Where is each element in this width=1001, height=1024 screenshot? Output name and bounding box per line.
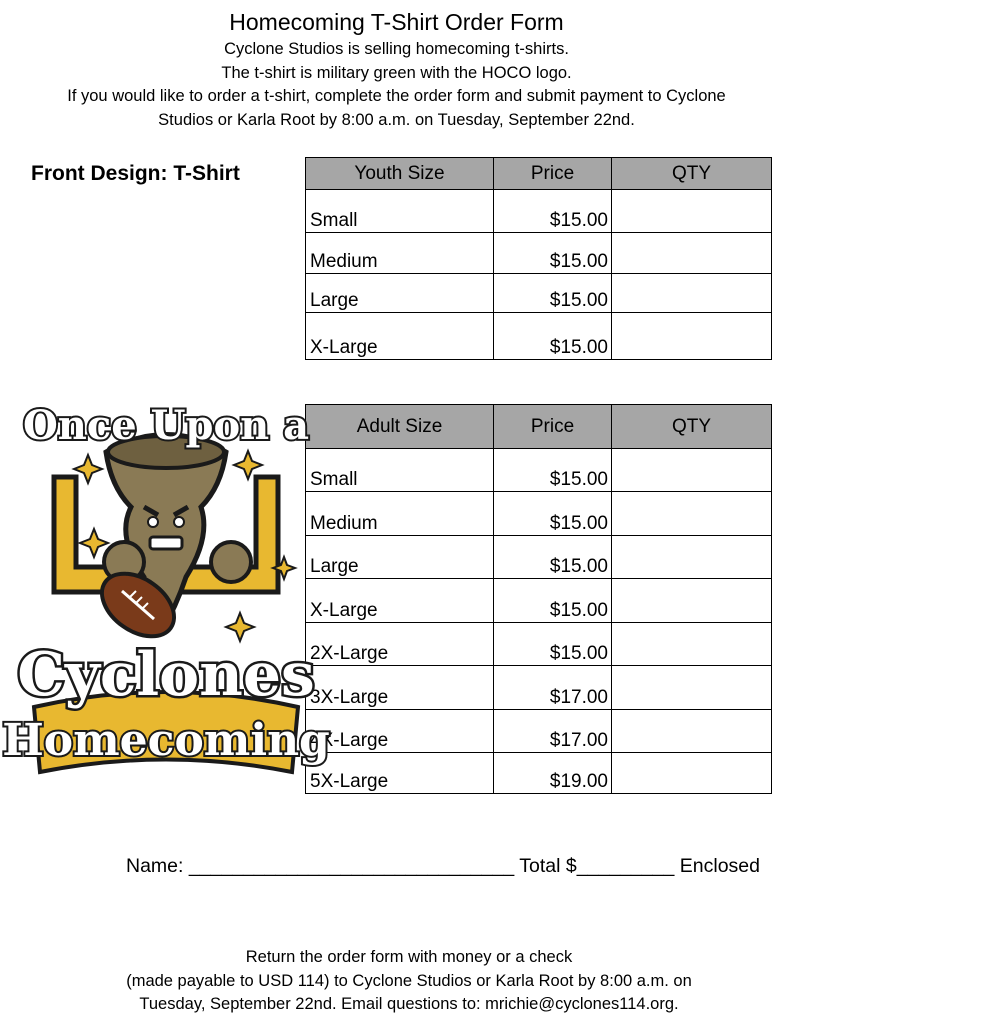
size-cell: 2X-Large	[306, 623, 494, 666]
table-row	[306, 623, 772, 666]
price-cell: $15.00	[494, 536, 612, 579]
table-row	[306, 536, 772, 579]
table-row	[306, 313, 772, 360]
qty-cell[interactable]	[612, 233, 772, 274]
size-cell: Medium	[306, 233, 494, 274]
enclosed-label: Enclosed	[679, 855, 760, 877]
adult-qty-header: QTY	[612, 405, 772, 449]
qty-cell[interactable]	[612, 623, 772, 666]
table-row	[306, 233, 772, 274]
adult-price-header: Price	[494, 405, 612, 449]
adult-size-table	[305, 404, 772, 794]
table-row	[306, 666, 772, 710]
size-cell: 3X-Large	[306, 666, 494, 710]
size-cell: Small	[306, 190, 494, 233]
total-label: Total $	[519, 855, 577, 877]
footer-line: (made payable to USD 114) to Cyclone Studios or Karla Root by 8:00 a.m. on	[126, 971, 692, 990]
price-cell: $15.00	[494, 274, 612, 313]
signature-line	[126, 855, 760, 878]
name-field[interactable]: ______________________________	[188, 855, 515, 877]
price-cell: $15.00	[494, 623, 612, 666]
name-label: Name:	[126, 855, 184, 877]
total-field[interactable]: _________	[576, 855, 675, 877]
price-cell: $19.00	[494, 753, 612, 794]
qty-cell[interactable]	[612, 536, 772, 579]
qty-cell[interactable]	[612, 666, 772, 710]
table-row	[306, 449, 772, 492]
youth-size-table	[305, 157, 772, 360]
front-design-label: Front Design: T-Shirt	[31, 162, 240, 185]
logo-line1: Once Upon a	[22, 402, 310, 449]
price-cell: $15.00	[494, 313, 612, 360]
price-cell: $17.00	[494, 666, 612, 710]
qty-cell[interactable]	[612, 190, 772, 233]
table-row	[306, 190, 772, 233]
footer-instructions	[0, 946, 818, 1017]
footer-line: Return the order form with money or a check	[245, 948, 573, 966]
logo-line2: Cyclones	[17, 640, 315, 710]
qty-cell[interactable]	[612, 579, 772, 623]
hoco-logo	[2, 377, 330, 792]
price-cell: $17.00	[494, 710, 612, 753]
table-row	[306, 579, 772, 623]
youth-price-header: Price	[494, 158, 612, 190]
logo-line3: Homecoming	[2, 715, 330, 766]
price-cell: $15.00	[494, 449, 612, 492]
adult-size-header: Adult Size	[306, 405, 494, 449]
footer-line: Tuesday, September 22nd. Email questions to: mrichie@cyclones114.org.	[139, 995, 679, 1013]
youth-size-header: Youth Size	[306, 158, 494, 190]
price-cell: $15.00	[494, 233, 612, 274]
size-cell: Large	[306, 274, 494, 313]
price-cell: $15.00	[494, 579, 612, 623]
size-cell: X-Large	[306, 579, 494, 623]
intro-line: Cyclone Studios is selling homecoming t-shirts.	[224, 40, 569, 58]
intro-line: If you would like to order a t-shirt, complete the order form and submit payment to Cyclone	[67, 87, 726, 105]
qty-cell[interactable]	[612, 313, 772, 360]
price-cell: $15.00	[494, 190, 612, 233]
price-cell: $15.00	[494, 492, 612, 536]
qty-cell[interactable]	[612, 753, 772, 794]
size-cell: Large	[306, 536, 494, 579]
qty-cell[interactable]	[612, 274, 772, 313]
size-cell: 5X-Large	[306, 753, 494, 794]
table-row	[306, 492, 772, 536]
form-title: Homecoming T-Shirt Order Form	[229, 9, 564, 35]
size-cell: X-Large	[306, 313, 494, 360]
table-row	[306, 753, 772, 794]
size-cell: 4X-Large	[306, 710, 494, 753]
intro-line: The t-shirt is military green with the HOCO logo.	[221, 63, 572, 82]
size-cell: Medium	[306, 492, 494, 536]
table-row	[306, 274, 772, 313]
intro-line: Studios or Karla Root by 8:00 a.m. on Tuesday, September 22nd.	[158, 110, 635, 129]
table-row	[306, 710, 772, 753]
qty-cell[interactable]	[612, 710, 772, 753]
size-cell: Small	[306, 449, 494, 492]
qty-cell[interactable]	[612, 449, 772, 492]
youth-qty-header: QTY	[612, 158, 772, 190]
intro-text	[0, 38, 793, 132]
qty-cell[interactable]	[612, 492, 772, 536]
